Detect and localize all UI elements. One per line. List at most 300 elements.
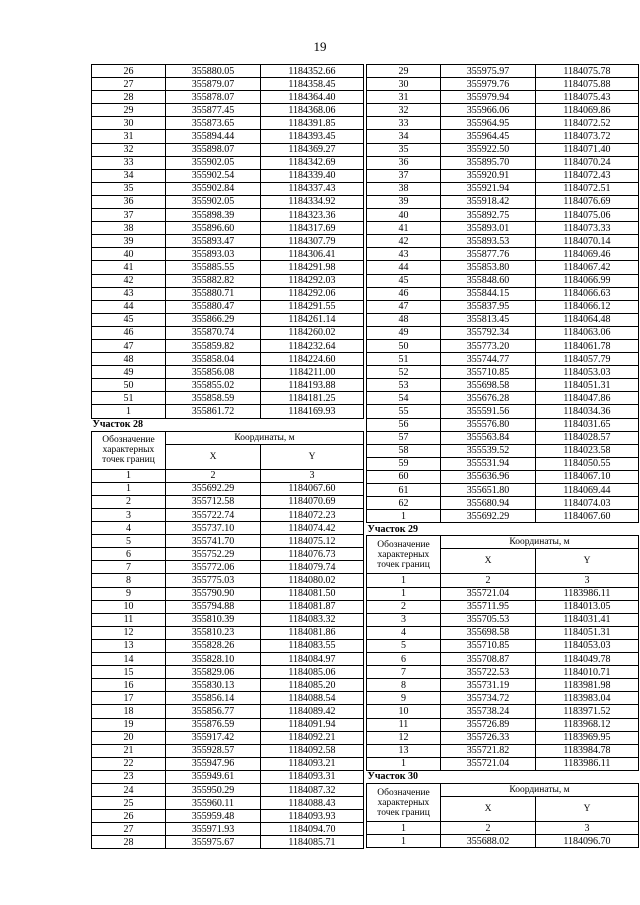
table-row — [367, 835, 639, 848]
table-row — [92, 130, 364, 143]
point-number: 26 — [92, 810, 166, 823]
y-coordinate: 1183986.11 — [536, 587, 639, 600]
table-row — [92, 561, 364, 574]
point-number: 46 — [92, 326, 166, 339]
table-row — [367, 666, 639, 679]
y-coordinate: 1183984.78 — [536, 744, 639, 757]
x-coordinate: 355576.80 — [441, 418, 536, 431]
x-coordinate: 355848.60 — [441, 274, 536, 287]
x-coordinate: 355738.24 — [441, 705, 536, 718]
y-coordinate: 1184031.41 — [536, 613, 639, 626]
y-coordinate: 1184050.55 — [536, 457, 639, 470]
x-coordinate: 355893.53 — [441, 235, 536, 248]
y-coordinate: 1184071.40 — [536, 143, 639, 156]
x-coordinate: 355918.42 — [441, 195, 536, 208]
x-coordinate: 355737.10 — [166, 522, 261, 535]
table-row — [367, 143, 639, 156]
point-number: 49 — [367, 326, 441, 339]
y-coordinate: 1184051.31 — [536, 379, 639, 392]
y-coordinate: 1184393.45 — [261, 130, 364, 143]
point-number: 18 — [92, 705, 166, 718]
point-number: 33 — [92, 156, 166, 169]
y-coordinate: 1184073.72 — [536, 130, 639, 143]
x-coordinate: 355877.45 — [166, 104, 261, 117]
y-coordinate: 1184261.14 — [261, 313, 364, 326]
point-number: 40 — [367, 209, 441, 222]
x-coordinate: 355721.04 — [441, 757, 536, 770]
x-coordinate: 355698.58 — [441, 626, 536, 639]
x-coordinate: 355959.48 — [166, 810, 261, 823]
x-coordinate: 355902.54 — [166, 169, 261, 182]
y-coordinate: 1183971.52 — [536, 705, 639, 718]
table-row — [92, 405, 364, 418]
table-row — [367, 731, 639, 744]
x-coordinate: 355971.93 — [166, 823, 261, 836]
table-row — [367, 248, 639, 261]
y-coordinate: 1184307.79 — [261, 235, 364, 248]
point-number: 32 — [92, 143, 166, 156]
table-row — [367, 287, 639, 300]
table-row — [367, 679, 639, 692]
point-number: 29 — [92, 104, 166, 117]
x-coordinate: 355688.02 — [441, 835, 536, 848]
x-coordinate: 355947.96 — [166, 757, 261, 770]
table-row — [367, 182, 639, 195]
y-coordinate: 1184057.79 — [536, 353, 639, 366]
x-coordinate: 355922.50 — [441, 143, 536, 156]
table-row — [367, 78, 639, 91]
point-number: 9 — [367, 692, 441, 705]
table-row — [367, 91, 639, 104]
column-number: 1 — [92, 469, 166, 482]
point-number: 59 — [367, 457, 441, 470]
column-number: 3 — [536, 574, 639, 587]
point-number: 14 — [92, 653, 166, 666]
y-coordinate: 1184083.32 — [261, 613, 364, 626]
y-coordinate: 1184085.71 — [261, 836, 364, 849]
column-number: 1 — [367, 822, 441, 835]
page-number: 19 — [313, 39, 327, 54]
x-coordinate: 355873.65 — [166, 117, 261, 130]
point-number: 57 — [367, 431, 441, 444]
y-coordinate: 1184358.45 — [261, 78, 364, 91]
y-coordinate: 1184352.66 — [261, 65, 364, 78]
y-coordinate: 1184081.50 — [261, 587, 364, 600]
table-row — [367, 209, 639, 222]
y-coordinate: 1184093.31 — [261, 770, 364, 783]
section-29-rows — [367, 587, 639, 770]
x-coordinate: 355752.29 — [166, 548, 261, 561]
y-coordinate: 1184066.63 — [536, 287, 639, 300]
coords-header: Координаты, м — [441, 536, 639, 549]
table-row — [92, 287, 364, 300]
x-coordinate: 355829.06 — [166, 666, 261, 679]
x-coordinate: 355866.29 — [166, 313, 261, 326]
point-number: 40 — [92, 248, 166, 261]
table-row — [367, 379, 639, 392]
point-number: 31 — [92, 130, 166, 143]
y-coordinate: 1184013.05 — [536, 600, 639, 613]
y-coordinate: 1184317.69 — [261, 222, 364, 235]
y-coordinate: 1184089.42 — [261, 705, 364, 718]
y-coordinate: 1184337.43 — [261, 182, 364, 195]
y-coordinate: 1184051.31 — [536, 626, 639, 639]
y-coordinate: 1184364.40 — [261, 91, 364, 104]
x-coordinate: 355726.89 — [441, 718, 536, 731]
y-coordinate: 1184075.78 — [536, 65, 639, 78]
point-number: 34 — [92, 169, 166, 182]
point-number: 1 — [367, 587, 441, 600]
table-row — [92, 209, 364, 222]
table-row — [367, 639, 639, 652]
y-coordinate: 1184080.02 — [261, 574, 364, 587]
y-coordinate: 1184193.88 — [261, 379, 364, 392]
y-coordinate: 1184047.86 — [536, 392, 639, 405]
point-number: 41 — [92, 261, 166, 274]
point-number: 30 — [367, 78, 441, 91]
point-number: 11 — [367, 718, 441, 731]
y-coordinate: 1184031.65 — [536, 418, 639, 431]
y-coordinate: 1184339.40 — [261, 169, 364, 182]
y-coordinate: 1184093.93 — [261, 810, 364, 823]
x-coordinate: 355898.39 — [166, 209, 261, 222]
column-number: 1 — [367, 574, 441, 587]
x-coordinate: 355722.74 — [166, 509, 261, 522]
x-coordinate: 355741.70 — [166, 535, 261, 548]
y-coordinate: 1184023.58 — [536, 444, 639, 457]
point-number: 25 — [92, 797, 166, 810]
x-coordinate: 355893.03 — [166, 248, 261, 261]
x-coordinate: 355828.26 — [166, 639, 261, 652]
y-coordinate: 1184094.70 — [261, 823, 364, 836]
x-coordinate: 355856.08 — [166, 366, 261, 379]
table-row — [367, 718, 639, 731]
table-row — [92, 587, 364, 600]
table-row — [92, 235, 364, 248]
table-row — [367, 600, 639, 613]
left-top-rows — [92, 65, 364, 419]
table-row — [92, 195, 364, 208]
y-coordinate: 1184391.85 — [261, 117, 364, 130]
point-number: 19 — [92, 718, 166, 731]
point-number: 6 — [367, 653, 441, 666]
x-coordinate: 355790.90 — [166, 587, 261, 600]
y-header: Y — [261, 444, 364, 469]
y-coordinate: 1184072.52 — [536, 117, 639, 130]
x-coordinate: 355775.03 — [166, 574, 261, 587]
y-coordinate: 1184085.06 — [261, 666, 364, 679]
table-row — [367, 484, 639, 497]
x-coordinate: 355880.05 — [166, 65, 261, 78]
point-number: 31 — [367, 91, 441, 104]
point-number: 9 — [92, 587, 166, 600]
table-row — [92, 679, 364, 692]
y-coordinate: 1183968.12 — [536, 718, 639, 731]
y-coordinate: 1184067.60 — [261, 482, 364, 495]
y-coordinate: 1184028.57 — [536, 431, 639, 444]
y-coordinate: 1184092.21 — [261, 731, 364, 744]
x-coordinate: 355636.96 — [441, 470, 536, 483]
point-number: 47 — [367, 300, 441, 313]
column-number: 2 — [441, 822, 536, 835]
x-coordinate: 355731.19 — [441, 679, 536, 692]
table-row — [92, 274, 364, 287]
y-coordinate: 1184073.33 — [536, 222, 639, 235]
table-row — [367, 261, 639, 274]
point-number: 51 — [92, 392, 166, 405]
point-number: 37 — [367, 169, 441, 182]
table-row — [92, 770, 364, 783]
point-number: 16 — [92, 679, 166, 692]
table-row — [367, 470, 639, 483]
x-header: X — [166, 444, 261, 469]
x-coordinate: 355894.44 — [166, 130, 261, 143]
x-coordinate: 355744.77 — [441, 353, 536, 366]
table-row — [367, 431, 639, 444]
table-row — [92, 600, 364, 613]
column-number: 2 — [166, 469, 261, 482]
section-30-rows — [367, 835, 639, 848]
table-row — [92, 666, 364, 679]
y-coordinate: 1184369.27 — [261, 143, 364, 156]
x-coordinate: 355692.29 — [166, 482, 261, 495]
y-coordinate: 1184291.55 — [261, 300, 364, 313]
x-coordinate: 355892.75 — [441, 209, 536, 222]
table-row — [92, 509, 364, 522]
point-number: 43 — [92, 287, 166, 300]
table-row — [367, 300, 639, 313]
point-number: 45 — [367, 274, 441, 287]
table-row — [92, 574, 364, 587]
point-number: 50 — [367, 339, 441, 352]
point-number: 29 — [367, 65, 441, 78]
y-coordinate: 1184260.02 — [261, 326, 364, 339]
point-number: 35 — [92, 182, 166, 195]
table-row — [92, 248, 364, 261]
point-number: 33 — [367, 117, 441, 130]
y-coordinate: 1184072.23 — [261, 509, 364, 522]
point-number: 47 — [92, 339, 166, 352]
point-number: 12 — [92, 626, 166, 639]
y-coordinate: 1184084.97 — [261, 653, 364, 666]
table-row — [367, 353, 639, 366]
table-row — [92, 91, 364, 104]
x-coordinate: 355964.45 — [441, 130, 536, 143]
point-number: 52 — [367, 366, 441, 379]
table-row — [367, 117, 639, 130]
point-number: 61 — [367, 484, 441, 497]
table-row — [367, 169, 639, 182]
x-coordinate: 355711.95 — [441, 600, 536, 613]
table-row — [367, 104, 639, 117]
x-coordinate: 355856.77 — [166, 705, 261, 718]
table-row — [92, 353, 364, 366]
x-coordinate: 355964.95 — [441, 117, 536, 130]
coordinates-table-left — [91, 64, 364, 849]
table-row — [92, 783, 364, 796]
x-coordinate: 355726.33 — [441, 731, 536, 744]
table-row — [92, 143, 364, 156]
x-coordinate: 355721.82 — [441, 744, 536, 757]
x-coordinate: 355950.29 — [166, 783, 261, 796]
section-30-header — [367, 770, 639, 834]
table-row — [367, 195, 639, 208]
y-coordinate: 1184232.64 — [261, 339, 364, 352]
coords-header: Координаты, м — [441, 783, 639, 796]
y-coordinate: 1184081.86 — [261, 626, 364, 639]
x-coordinate: 355960.11 — [166, 797, 261, 810]
point-number: 3 — [367, 613, 441, 626]
x-coordinate: 355880.47 — [166, 300, 261, 313]
point-number: 1 — [367, 757, 441, 770]
y-coordinate: 1184081.87 — [261, 600, 364, 613]
table-row — [92, 731, 364, 744]
point-number: 1 — [92, 405, 166, 418]
table-row — [367, 692, 639, 705]
point-number: 13 — [367, 744, 441, 757]
x-coordinate: 355902.05 — [166, 156, 261, 169]
x-coordinate: 355975.67 — [166, 836, 261, 849]
x-coordinate: 355920.91 — [441, 169, 536, 182]
point-number: 27 — [92, 823, 166, 836]
table-row — [92, 156, 364, 169]
y-coordinate: 1184092.58 — [261, 744, 364, 757]
y-coordinate: 1184076.69 — [536, 195, 639, 208]
y-coordinate: 1184066.99 — [536, 274, 639, 287]
point-number: 21 — [92, 744, 166, 757]
y-coordinate: 1184169.93 — [261, 405, 364, 418]
point-number: 8 — [92, 574, 166, 587]
x-coordinate: 355975.97 — [441, 65, 536, 78]
x-coordinate: 355870.74 — [166, 326, 261, 339]
column-number: 2 — [441, 574, 536, 587]
point-number: 7 — [92, 561, 166, 574]
table-row — [92, 718, 364, 731]
point-number: 15 — [92, 666, 166, 679]
section-title: Участок 29 — [367, 523, 639, 536]
point-number: 44 — [367, 261, 441, 274]
table-row — [92, 692, 364, 705]
y-coordinate: 1184061.78 — [536, 339, 639, 352]
point-number: 36 — [92, 195, 166, 208]
point-number: 26 — [92, 65, 166, 78]
point-number: 30 — [92, 117, 166, 130]
table-row — [92, 548, 364, 561]
point-number: 23 — [92, 770, 166, 783]
table-row — [92, 261, 364, 274]
y-coordinate: 1184291.98 — [261, 261, 364, 274]
section-title: Участок 28 — [92, 418, 364, 431]
table-row — [367, 418, 639, 431]
x-coordinate: 355830.13 — [166, 679, 261, 692]
point-number: 1 — [92, 482, 166, 495]
x-coordinate: 355893.01 — [441, 222, 536, 235]
point-number: 35 — [367, 143, 441, 156]
point-number: 58 — [367, 444, 441, 457]
point-number: 10 — [92, 600, 166, 613]
y-coordinate: 1184075.43 — [536, 91, 639, 104]
y-coordinate: 1184053.03 — [536, 639, 639, 652]
table-row — [92, 613, 364, 626]
x-coordinate: 355710.85 — [441, 366, 536, 379]
x-coordinate: 355921.94 — [441, 182, 536, 195]
x-coordinate: 355895.70 — [441, 156, 536, 169]
x-coordinate: 355810.39 — [166, 613, 261, 626]
point-number: 62 — [367, 497, 441, 510]
x-coordinate: 355859.82 — [166, 339, 261, 352]
table-row — [367, 457, 639, 470]
point-number: 42 — [92, 274, 166, 287]
table-row — [92, 823, 364, 836]
y-coordinate: 1184034.36 — [536, 405, 639, 418]
x-coordinate: 355893.47 — [166, 235, 261, 248]
point-number: 6 — [92, 548, 166, 561]
point-number: 8 — [367, 679, 441, 692]
table-row — [92, 639, 364, 652]
x-coordinate: 355539.52 — [441, 444, 536, 457]
table-row — [92, 653, 364, 666]
x-coordinate: 355855.02 — [166, 379, 261, 392]
x-coordinate: 355698.58 — [441, 379, 536, 392]
table-row — [92, 339, 364, 352]
point-number: 55 — [367, 405, 441, 418]
point-number: 43 — [367, 248, 441, 261]
x-coordinate: 355772.06 — [166, 561, 261, 574]
x-coordinate: 355680.94 — [441, 497, 536, 510]
point-number: 28 — [92, 91, 166, 104]
point-header: Обозначение характерных точек границ — [367, 536, 441, 574]
point-number: 2 — [367, 600, 441, 613]
table-row — [367, 313, 639, 326]
point-number: 32 — [367, 104, 441, 117]
y-coordinate: 1184088.54 — [261, 692, 364, 705]
x-coordinate: 355878.07 — [166, 91, 261, 104]
table-row — [92, 313, 364, 326]
point-number: 17 — [92, 692, 166, 705]
table-row — [367, 392, 639, 405]
point-number: 13 — [92, 639, 166, 652]
x-coordinate: 355712.58 — [166, 495, 261, 508]
point-number: 60 — [367, 470, 441, 483]
table-row — [367, 705, 639, 718]
point-number: 36 — [367, 156, 441, 169]
table-row — [367, 130, 639, 143]
table-row — [92, 326, 364, 339]
point-number: 44 — [92, 300, 166, 313]
point-number: 4 — [367, 626, 441, 639]
table-row — [92, 78, 364, 91]
point-number: 42 — [367, 235, 441, 248]
y-coordinate: 1184069.46 — [536, 248, 639, 261]
point-number: 22 — [92, 757, 166, 770]
table-row — [367, 497, 639, 510]
y-coordinate: 1184091.94 — [261, 718, 364, 731]
point-number: 46 — [367, 287, 441, 300]
point-number: 1 — [367, 510, 441, 523]
point-number: 50 — [92, 379, 166, 392]
table-row — [367, 444, 639, 457]
x-coordinate: 355949.61 — [166, 770, 261, 783]
table-row — [92, 705, 364, 718]
x-coordinate: 355858.04 — [166, 353, 261, 366]
point-number: 1 — [367, 835, 441, 848]
x-coordinate: 355692.29 — [441, 510, 536, 523]
table-row — [367, 274, 639, 287]
x-coordinate: 355837.95 — [441, 300, 536, 313]
point-number: 41 — [367, 222, 441, 235]
x-coordinate: 355902.84 — [166, 182, 261, 195]
x-coordinate: 355773.20 — [441, 339, 536, 352]
